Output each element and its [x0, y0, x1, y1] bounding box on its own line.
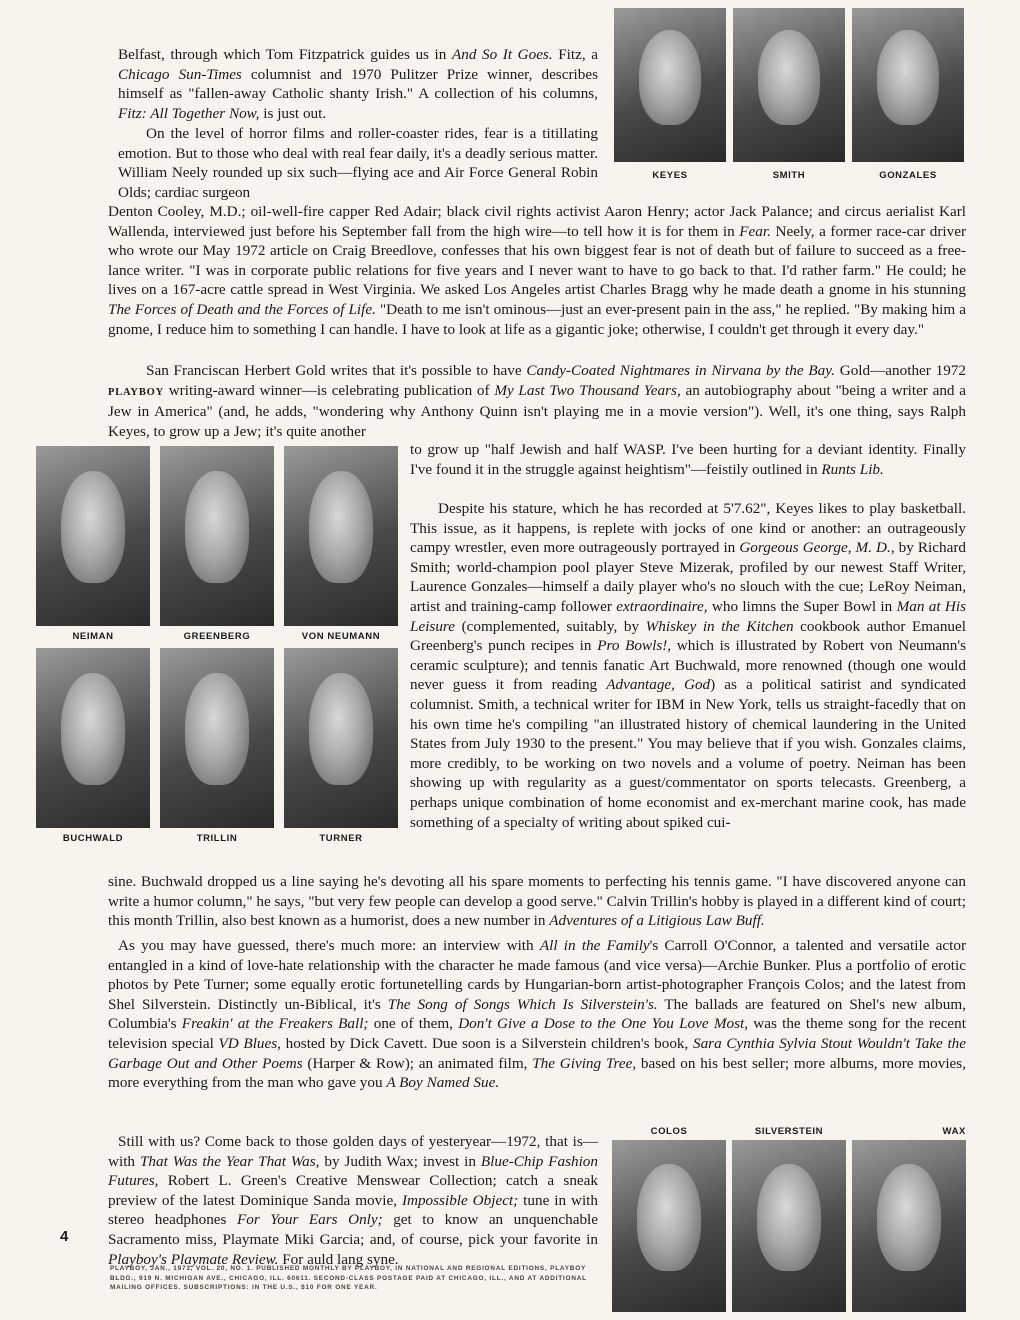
photo-gonzales	[852, 8, 964, 162]
paragraph-keyes: to grow up "half Jewish and half WASP. I've been hurting for a deviant identity. Finally I've found it in the struggle against heightism"—feistily outlined in Runts Lib.	[410, 441, 966, 478]
photo-buchwald	[36, 648, 150, 828]
paragraph-still-with-us: Still with us? Come back to those golden days of yesteryear—1972, that is—with That Was the Year That Was, by Judith Wax; invest in Blue-Chip Fashion Futures, Robert L. Green's Creative Menswear Collection; catch a sneak preview of the latest Dominique Sanda movie, Impossible Object; tune in with stereo headphones For Your Ears Only; get to know an unquenchable Sacramento miss, Playmate Miki Garcia; and, of course, pick your favorite in Playboy's Playmate Review. For auld lang syne.	[108, 1133, 599, 1268]
caption-wax: WAX	[942, 1126, 966, 1137]
paragraph-fear-cont: Denton Cooley, M.D.; oil-well-fire capper Red Adair; black civil rights activist Aaron Henry; actor Jack Palance; and circus aerialist Karl Wallenda, interviewed just before his September fall from the high wire—to tell how it is for them in Fear. Neely, a former race-car driver who wrote our May 1972 article on Craig Breedlove, confesses that his own biggest fear is not of death but of failure to succeed as a free-lance writer. "I was in corporate public relations for five years and I never want to have to go back to that. I'd rather farm." He could; he lives on a 167-acre cattle spread in West Virginia. We asked Los Angeles artist Charles Bragg why he made death a gnome in his stunning The Forces of Death and the Forces of Life. "Death to me isn't ominous—just an ever-present pain in the ass," he replied. "By making him a gnome, I reduce him to something I can handle. I have to look at life as a gigantic joke; otherwise, I couldn't get through it every day."	[108, 203, 967, 338]
caption-neiman: NEIMAN	[72, 631, 114, 642]
caption-greenberg: GREENBERG	[183, 631, 251, 642]
page-number: 4	[60, 1228, 69, 1245]
caption-turner: TURNER	[319, 833, 363, 844]
photo-turner	[284, 648, 398, 828]
caption-silverstein: SILVERSTEIN	[754, 1126, 824, 1137]
caption-buchwald: BUCHWALD	[62, 833, 124, 844]
paragraph-fear-start: On the level of horror films and roller-coaster rides, fear is a titillating emotion. But to those who deal with real fear daily, it's a deadly serious matter. William Neely rounded up six such—flying ace and Air Force General Robin Olds; cardiac surgeon	[118, 125, 598, 201]
caption-keyes: KEYES	[652, 170, 688, 181]
photo-trillin	[160, 648, 274, 828]
paragraph-gold: San Franciscan Herbert Gold writes that it's possible to have Candy-Coated Nightmares in Nirvana by the Bay. Gold—another 1972 PLAYBOY writing-award winner—is celebrating publication of My Last Two Thousand Years, an autobiography about "being a writer and a Jew in America" (and, he adds, "wondering why Anthony Quinn isn't playing me in a movie version"). Well, it's one thing, says Ralph Keyes, to grow up a Jew; it's quite another	[108, 362, 967, 440]
paragraph-sports-cont: sine. Buchwald dropped us a line saying he's devoting all his spare moments to perfecting his tennis game. "I have discovered anyone can write a humor column," he says, "but very few people can develop a good serve." Calvin Trillin's hobby is played in a different kind of court; this month Trillin, also best known as a humorist, does a new number in Adventures of a Litigious Law Buff.	[108, 873, 966, 930]
paragraph-intro: Belfast, through which Tom Fitzpatrick guides us in And So It Goes. Fitz, a Chicago Sun-Times columnist and 1970 Pulitzer Prize winner, describes himself as "fallen-away Catholic shanty Irish." A collection of his columns, Fitz: All Together Now, is just out.	[118, 46, 598, 122]
caption-gonzales: GONZALES	[879, 170, 937, 181]
photo-keyes	[614, 8, 726, 162]
photo-silverstein	[732, 1140, 846, 1312]
photo-colos	[612, 1140, 726, 1312]
caption-colos: COLOS	[650, 1126, 688, 1137]
caption-trillin: TRILLIN	[196, 833, 238, 844]
photo-greenberg	[160, 446, 274, 626]
publication-footer: PLAYBOY, JAN., 1973, VOL. 20, NO. 1. PUBLISHED MONTHLY BY PLAYBOY, IN NATIONAL AND REGIONAL EDITIONS, PLAYBOY BLDG., 919 N. MICHIGAN AVE., CHICAGO, ILL. 60611. SECOND-CLASS POSTAGE PAID AT CHICAGO, ILL., AND AT ADDITIONAL MAILING OFFICES. SUBSCRIPTIONS: IN THE U.S., $10 FOR ONE YEAR.	[110, 1265, 587, 1292]
photo-wax	[852, 1140, 966, 1312]
photo-smith	[733, 8, 845, 162]
caption-von-neumann: VON NEUMANN	[301, 631, 381, 642]
paragraph-more: As you may have guessed, there's much more: an interview with All in the Family's Carroll O'Connor, a talented and versatile actor entangled in a kind of love-hate relationship with the character he made famous (and vice versa)—Archie Bunker. Plus a portfolio of erotic photos by Pete Turner; some equally erotic fortunetelling cards by Hungarian-born artist-photographer François Colos; and the latest from Shel Silverstein. Distinctly un-Biblical, it's The Song of Songs Which Is Silverstein's. The ballads are featured on Shel's new album, Columbia's Freakin' at the Freakers Ball; one of them, Don't Give a Dose to the One You Love Most, was the theme song for the recent television special VD Blues, hosted by Dick Cavett. Due soon is a Silverstein children's book, Sara Cynthia Sylvia Stout Wouldn't Take the Garbage Out and Other Poems (Harper & Row); an animated film, The Giving Tree, based on his best seller; more albums, more movies, more everything from the man who gave you A Boy Named Sue.	[108, 937, 967, 1092]
caption-smith: SMITH	[772, 170, 806, 181]
paragraph-sports: Despite his stature, which he has recorded at 5'7.62", Keyes likes to play basketball. This issue, as it happens, is replete with jocks of one kind or another: an outrageously campy wrestler, even more outrageously portrayed in Gorgeous George, M. D., by Richard Smith; world-champion pool player Steve Mizerak, profiled by our newest Staff Writer, Laurence Gonzales—himself a daily player who's no slouch with the cue; LeRoy Neiman, artist and training-camp follower extraordinaire, who limns the Super Bowl in Man at His Leisure (complemented, suitably, by Whiskey in the Kitchen cookbook author Emanuel Greenberg's punch recipes in Pro Bowls!, which is illustrated by Robert von Neumann's ceramic sculpture); and tennis fanatic Art Buchwald, more renowned (though one would never guess it from reading Advantage, God) as a political satirist and syndicated columnist. Smith, a technical writer for IBM in New York, tells us straight-facedly that on his own time he's compiling "an illustrated history of chemical laundering in the United States from July 1930 to the present." You may believe that if you wish. Gonzales claims, more credibly, to be working on two novels and a volume of poetry. Neiman has been showing up with regularity as a guest/commentator on sports telecasts. Greenberg, a perhaps unique combination of home economist and ex-merchant marine cook, has made something of a specialty of writing about spiked cui-	[410, 500, 967, 831]
photo-neiman	[36, 446, 150, 626]
photo-von-neumann	[284, 446, 398, 626]
